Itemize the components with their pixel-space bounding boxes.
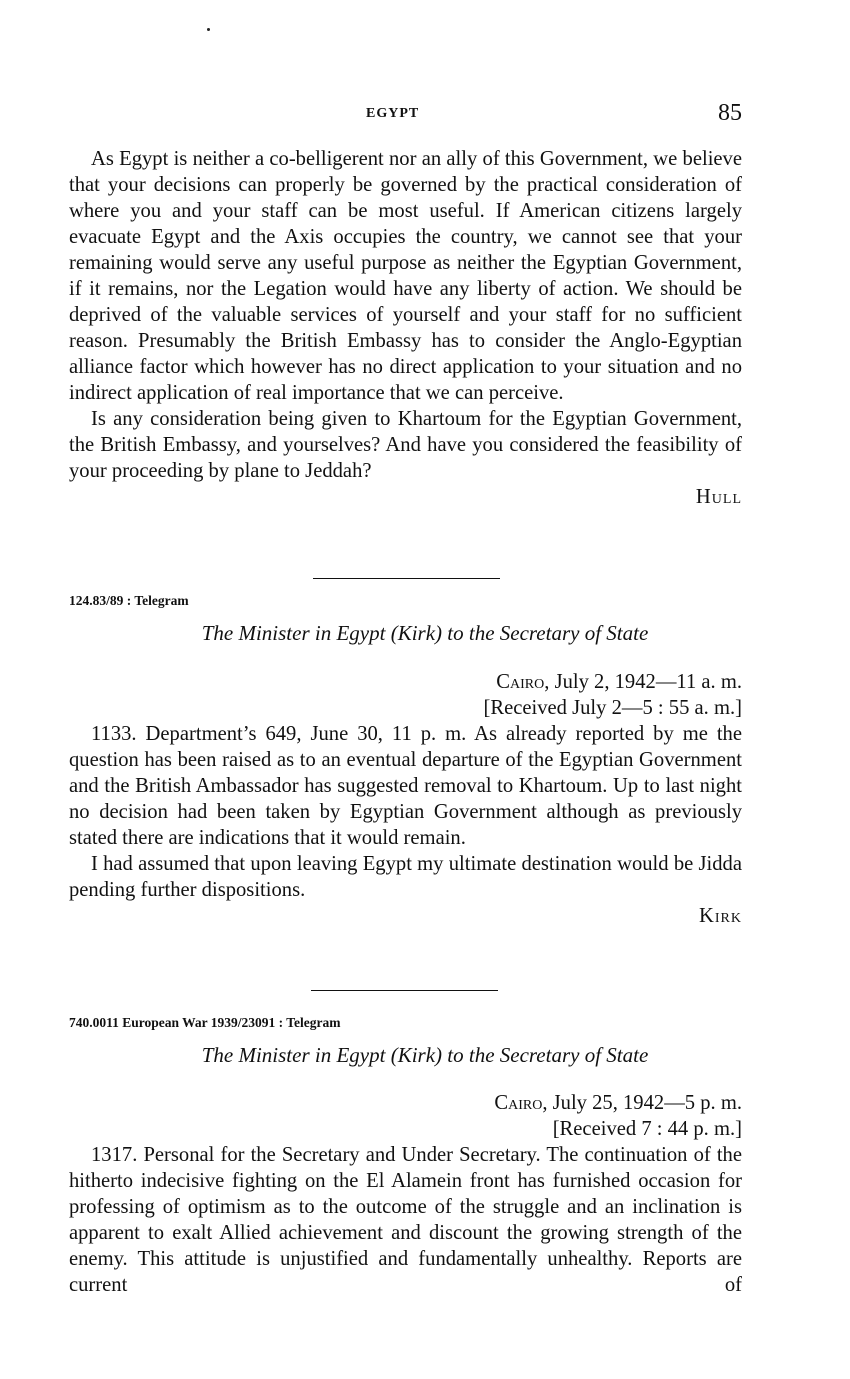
doc3-dateline [69, 1090, 742, 1116]
doc3-place: Cairo [494, 1092, 543, 1114]
doc1-paragraph: Is any consideration being given to Khartoum for the Egyptian Government, the British Embassy, and yourselves? And have you considered the feasibility of your proceeding by plane to Jeddah? [69, 408, 742, 482]
doc2-place: Cairo [496, 671, 545, 693]
doc1-body [69, 146, 742, 510]
doc1-paragraph: As Egypt is neither a co-belligerent nor an ally of this Government, we believe that your decisions can properly be governed by the practical consideration of where you and your staff can be most useful. If American citizens largely evacuate Egypt and the Axis occupies the country, we cannot see that your remaining would serve any useful purpose as neither the Egyptian Government, if it remains, nor the Legation would have any liberty of action. We should be deprived of the valuable services of yourself and your staff for no sufficient reason. Presumably the British Embassy has to consider the Anglo-Egyptian alliance factor which however has no direct application to your situation and no indirect application of real importance that we can perceive. [69, 148, 742, 404]
running-head [0, 100, 850, 134]
doc3-title: The Minister in Egypt (Kirk) to the Secretary of State [201, 1043, 649, 1067]
doc3-date: , July 25, 1942—5 p. m. [542, 1092, 742, 1114]
doc2-received: [Received July 2—5 : 55 a. m.] [483, 697, 742, 719]
doc2-body [69, 669, 742, 929]
doc2-file-number: 124.83/89 : Telegram [69, 593, 189, 608]
doc2-paragraph: I had assumed that upon leaving Egypt my ultimate destination would be Jidda pending further dispositions. [69, 853, 742, 901]
doc3-body [69, 1090, 742, 1298]
doc2-date: , July 2, 1942—11 a. m. [544, 671, 742, 693]
doc3-received: [Received 7 : 44 p. m.] [552, 1118, 742, 1140]
doc3-file-number: 740.0011 European War 1939/23091 : Telegram [69, 1015, 341, 1030]
doc2-signature: Kirk [699, 905, 742, 927]
scan-speck [207, 28, 210, 31]
doc1-signature: Hull [695, 486, 742, 508]
doc2-title: The Minister in Egypt (Kirk) to the Secretary of State [201, 621, 649, 645]
section-divider [313, 578, 500, 579]
doc2-dateline [69, 669, 742, 695]
page-number: 85 [718, 100, 742, 126]
running-head-title: EGYPT [366, 106, 420, 121]
doc3-paragraph: 1317. Personal for the Secretary and Under Secretary. The continuation of the hitherto indecisive fighting on the El Alamein front has furnished occasion for professing of optimism as to the outcome of the struggle and an inclination is apparent to exalt Allied achievement and discount the growing strength of the enemy. This attitude is unjustified and fundamentally unhealthy. Reports are current of [69, 1144, 742, 1296]
doc2-paragraph: 1133. Department’s 649, June 30, 11 p. m. As already reported by me the question has been raised as to an eventual departure of the Egyptian Government and the British Ambassador has suggested removal to Khartoum. Up to last night no decision had been taken by Egyptian Government although as previously stated there are indications that it would remain. [69, 723, 742, 849]
section-divider [311, 990, 498, 991]
